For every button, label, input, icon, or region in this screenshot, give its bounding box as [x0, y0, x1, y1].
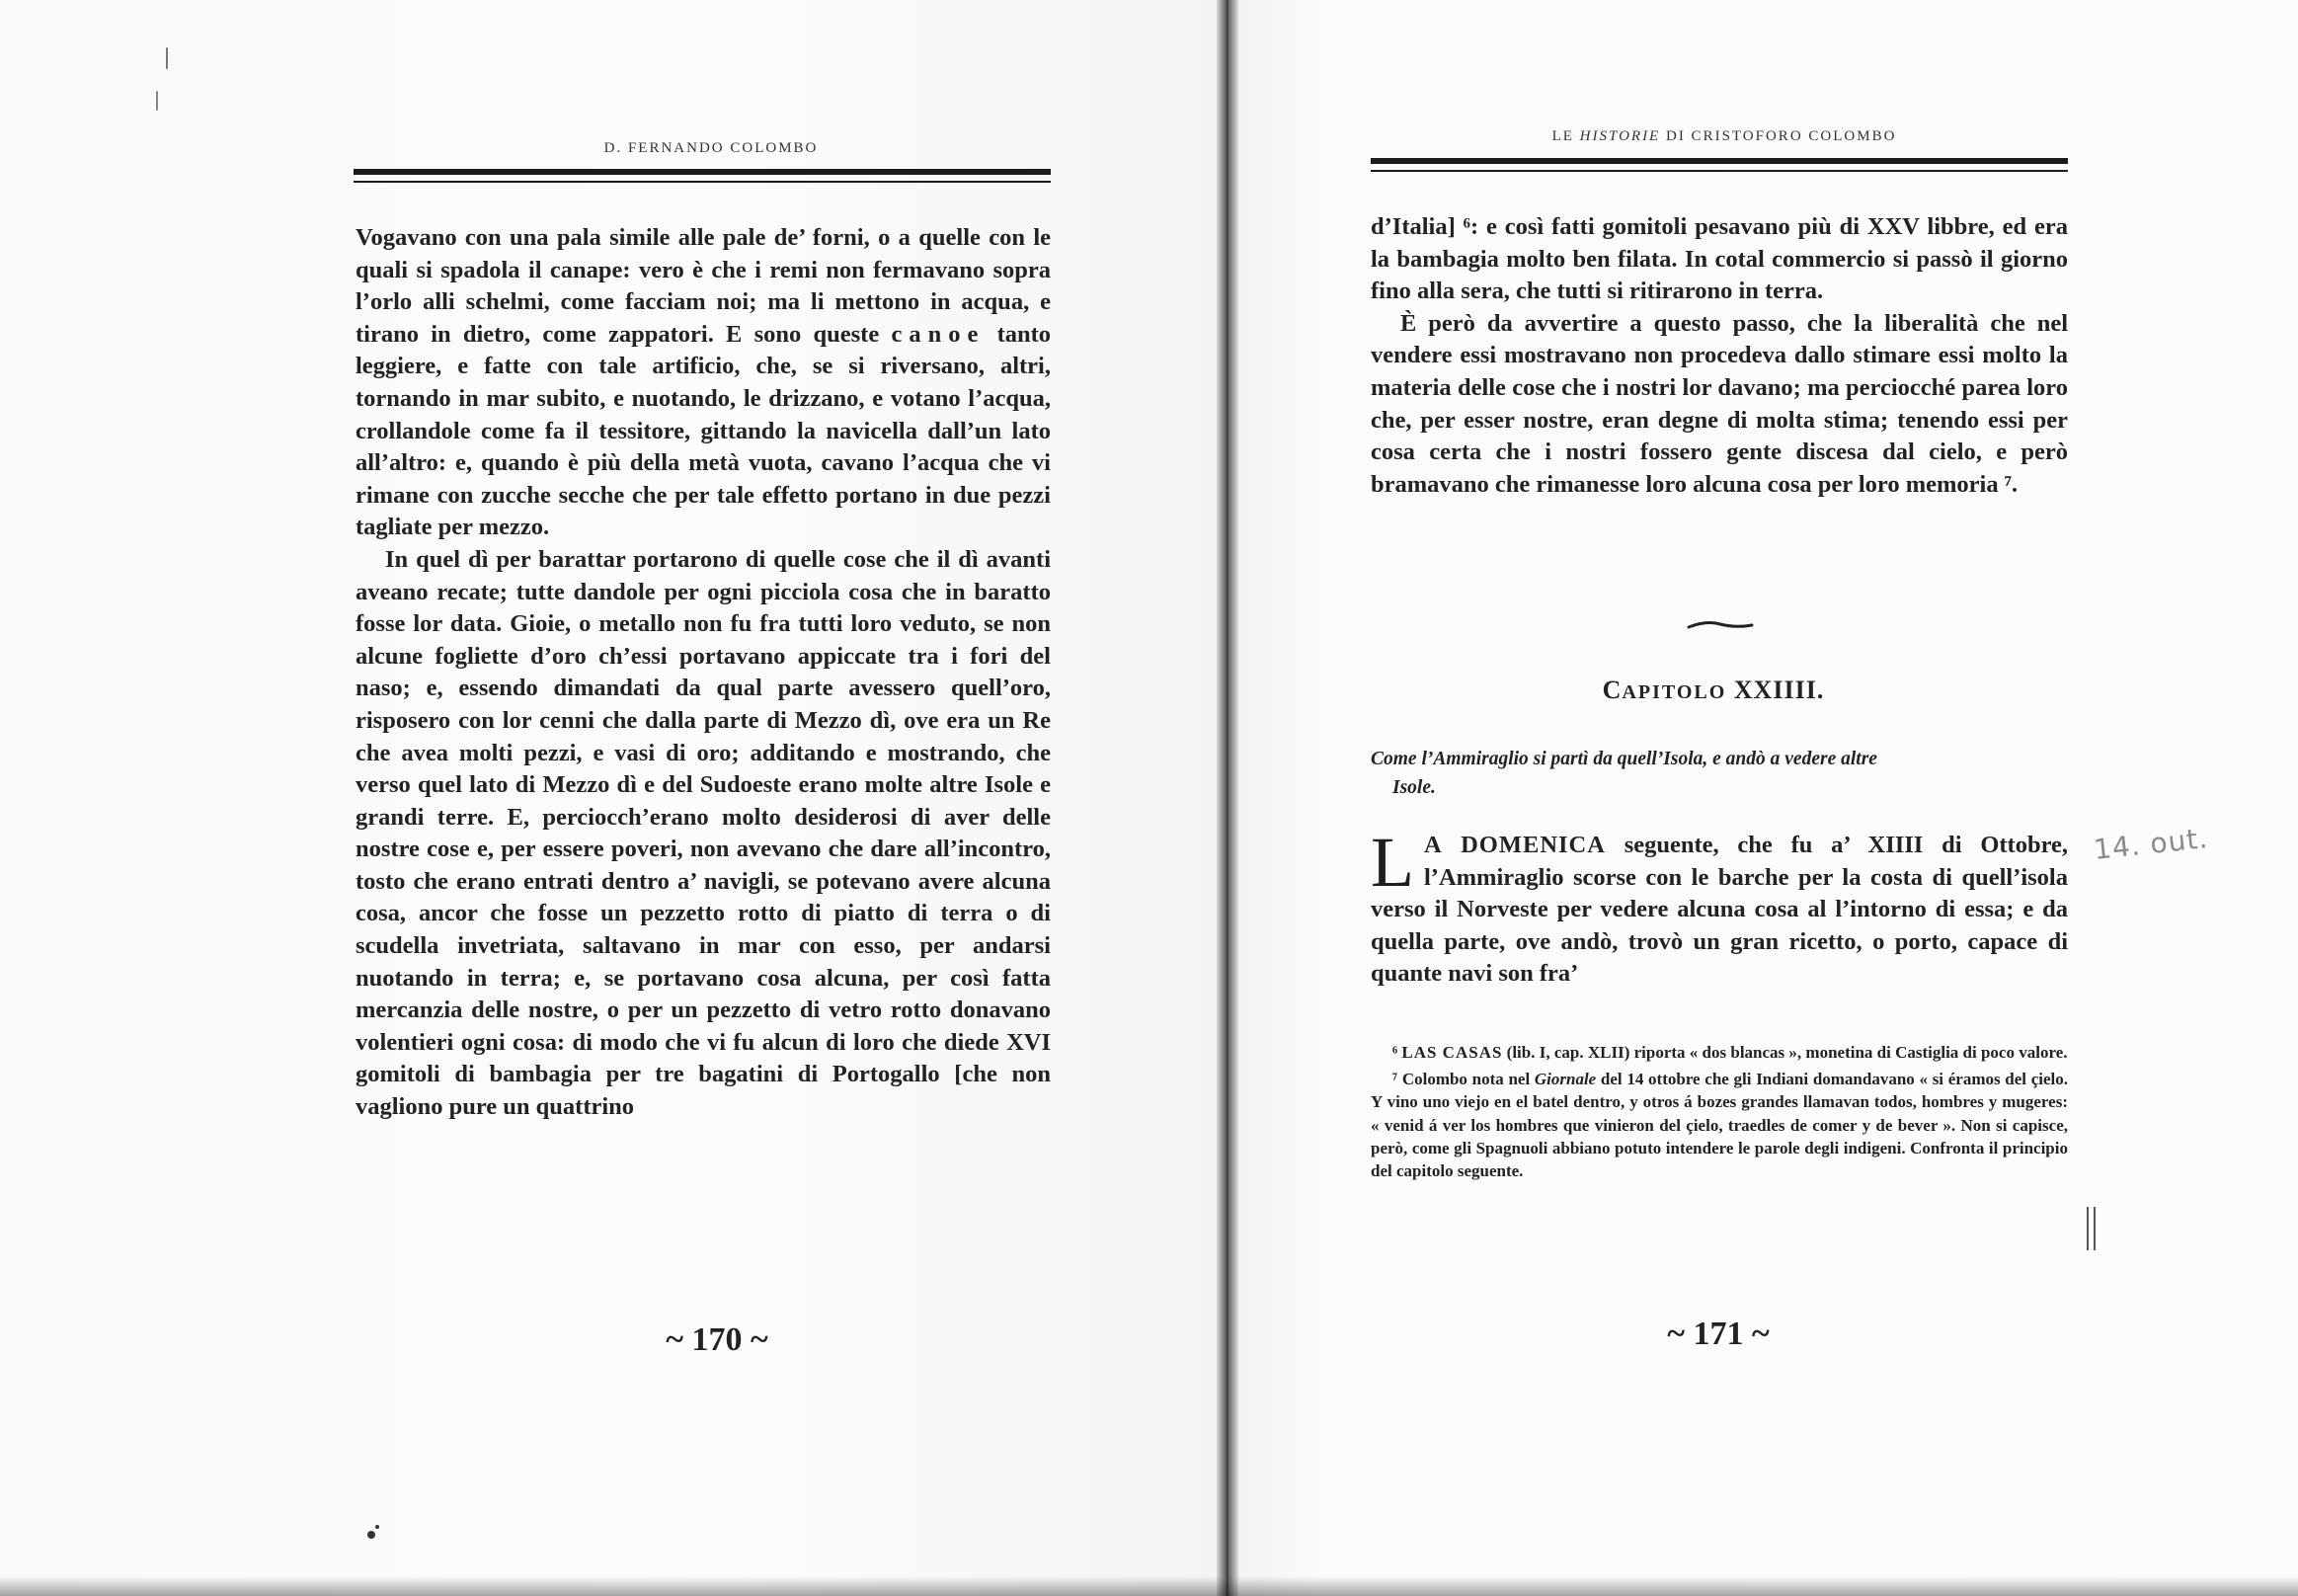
- chapter-title: [1373, 676, 2054, 705]
- chapter-paragraph: [1371, 823, 2069, 991]
- left-header-rule-thin: [354, 181, 1051, 183]
- left-page-number: ~ 170 ~: [666, 1321, 768, 1358]
- bottom-shadow: [0, 1576, 2298, 1596]
- right-paragraph-2: È però da avvertire a questo passo, che la liberalità che nel vendere essi mostravano non procedeva dallo stimare essi molto la materia delle cose che i nostri lor davano; ma perciocché parea loro che, per esser nostre, eran degne di molta stima; tenendo essi per cosa certa che i nostri fossero gente discesa dal cielo, e però bramavano che rimanesse loro alcuna cosa per loro memoria ⁷.: [1371, 309, 2068, 498]
- right-paragraph-1: d’Italia] ⁶: e così fatti gomitoli pesavano più di XXV libbre, ed era la bambagia molto ben filata. In cotal commercio si passò il giorno fino alla sera, che tutti si ritirarono in terra.: [1371, 213, 2068, 305]
- book-gutter: [1217, 0, 1238, 1596]
- left-p1-part-a: Vogavano con una pala simile alle pale de’ forni, o a quelle con le quali si spadola il canape: vero è che i remi non fermavano sopra l’orlo alli schelmi, come facciam noi; ma li mettono in acqua, e tirano in dietro, come zappatori. E sono queste: [356, 224, 1051, 348]
- running-head-le: LE: [1551, 128, 1574, 144]
- left-p1-canoe: canoe: [891, 320, 986, 348]
- handwritten-margin-bars: [2086, 1207, 2098, 1250]
- chapter-title-word: APITOLO: [1622, 681, 1727, 703]
- chapter-title-initial: C: [1602, 676, 1623, 704]
- right-text-block: [1371, 211, 2068, 501]
- chapter-title-numeral: XXIIII.: [1733, 676, 1825, 704]
- right-running-head: [1428, 128, 2021, 145]
- fleuron-ornament: [1687, 618, 1754, 632]
- right-header-rule-thin: [1371, 170, 2068, 172]
- left-p1-part-b: tanto leggiere, e fatte con tale artificio, che, se si riversano, altri, tornando in mar subito, e nuotando, le drizzano, e votano l’acqua, crollandole come fa il tessitore, gittando la navicella dall’un lato all’altro: e, quando è più della metà vuota, cavano l’acqua che vi rimane con zucche secche che per tale effetto portano in due pezzi tagliate per mezzo.: [356, 320, 1052, 541]
- handwritten-margin-note: 14. out.: [2092, 822, 2210, 866]
- chapter-body-text: seguente, che fu a’ XIIII di Ottobre, l’Ammiraglio scorse con le barche per la costa di quell’isola verso il Norveste per vedere alcuna cosa al l’intorno di essa; e da quella parte, ove andò, trovò un gran ricetto, o porto, capace di quante navi son fra’: [1371, 832, 2069, 988]
- scan-speck: [367, 1531, 375, 1539]
- footnote-7-mark: ⁷: [1392, 1070, 1398, 1089]
- footnotes: [1371, 1041, 2068, 1186]
- scan-speck: [375, 1525, 379, 1529]
- chapter-body: [1371, 823, 2069, 991]
- chapter-summary: [1371, 745, 2068, 802]
- running-head-rest: DI CRISTOFORO COLOMBO: [1665, 128, 1897, 144]
- chapter-summary-line-2: Isole.: [1392, 777, 1436, 798]
- footnote-7-text-a: Colombo nota nel: [1401, 1070, 1531, 1089]
- footnote-7: [1371, 1068, 2068, 1182]
- chapter-summary-line-1: Come l’Ammiraglio si partì da quell’Isola, e andò a vedere altre: [1371, 749, 1877, 769]
- footnote-7-italic: Giornale: [1534, 1070, 1597, 1089]
- left-running-head: D. FERNANDO COLOMBO: [603, 140, 819, 156]
- footnote-6-mark: ⁶: [1392, 1043, 1398, 1062]
- left-header-rule: [354, 169, 1051, 175]
- footnote-7-text-b: del 14 ottobre che gli Indiani domandavano « si éramos del çielo. Y vino uno viejo en el batel dentro, y otros á bozes grandes llamavan todos, hombres y mugeres: « venid á ver los hombres que vinieron del çielo, traedles de comer y de bever ». Non si capisce, però, come gli Spagnuoli abbiano potuto intendere le parole degli indigeni. Confronta il principio del capitolo seguente.: [1371, 1070, 2068, 1181]
- left-paragraph-2: In quel dì per barattar portarono di quelle cose che il dì avanti aveano recate; tutte dandole per ogni picciola cosa che in baratto fosse lor data. Gioie, o metallo non fu fra tutti loro veduto, se non alcune fogliette d’oro ch’essi portavano appiccate tra i fori del naso; e, essendo dimandati da qual parte avessero quell’oro, risposero con lor cenni che dalla parte di Mezzo dì, ove era un Re che avea molti pezzi, e vasi di oro; additando e mostrando, che verso quel lato di Mezzo dì e del Sudoeste erano molte altre Isole e grandi terre. E, perciocch’erano molto desiderosi di aver delle nostre cose e, per essere poveri, non avevano che dare all’incontro, tosto che erano entrati dentro a’ navigli, se potevano avere alcuna cosa, ancor che fosse un pezzetto rotto di piatto di terra o di scudella invetriata, saltavano in mar con esso, per andarsi nuotando in terra; e, se portavano cosa alcuna, per così fatta mercanzia delle nostre, o per un pezzetto di vetro rotto donavano volentieri ogni cosa: di modo che vi fu alcun di loro che diede XVI gomitoli di bambagia per tre bagatini di Portogallo [che non vagliono pure un quattrino: [356, 545, 1051, 1121]
- drop-cap: L: [1371, 823, 1414, 902]
- footnote-6: [1371, 1041, 2068, 1064]
- scan-speck: [156, 91, 158, 111]
- scan-speck: [166, 47, 168, 69]
- right-page-number: ~ 171 ~: [1667, 1316, 1770, 1352]
- left-paragraph-1: [356, 222, 1051, 544]
- footnote-6-author: LAS CASAS: [1401, 1043, 1503, 1062]
- right-header-rule: [1371, 158, 2068, 164]
- running-head-historie: HISTORIE: [1579, 128, 1661, 144]
- chapter-lead-words: A DOMENICA: [1423, 832, 1606, 858]
- footnote-6-text: (lib. I, cap. XLII) riporta « dos blancas », monetina di Castiglia di poco valore.: [1506, 1043, 2068, 1062]
- left-text-block: [356, 222, 1051, 1124]
